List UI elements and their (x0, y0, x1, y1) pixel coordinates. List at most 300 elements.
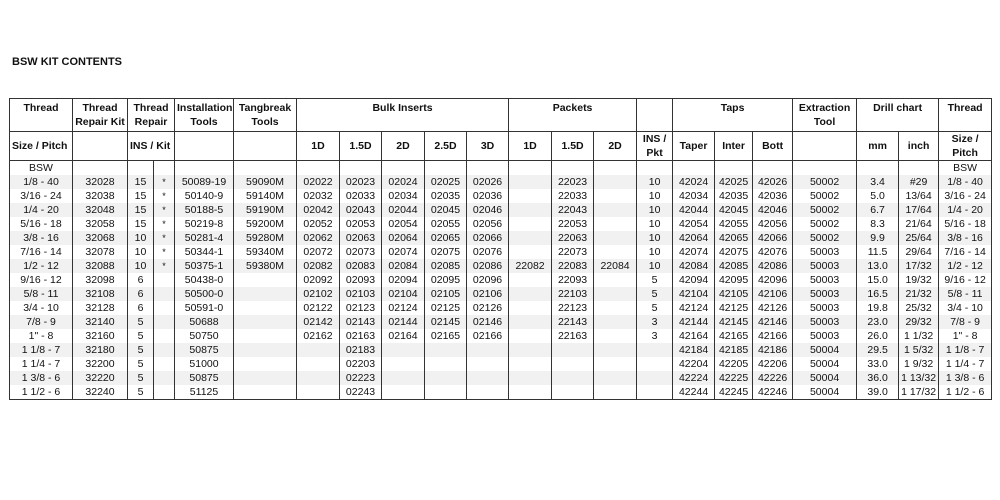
table-cell (154, 385, 175, 400)
table-cell: 42126 (753, 301, 793, 315)
table-cell: * (154, 231, 175, 245)
table-cell (175, 161, 234, 176)
table-row (10, 343, 992, 357)
table-cell: 42094 (673, 273, 715, 287)
table-cell: 32180 (73, 343, 128, 357)
table-cell (594, 273, 637, 287)
table-cell: 5 (128, 357, 154, 371)
table-cell: 5 (637, 301, 673, 315)
table-cell: 22073 (552, 245, 594, 259)
column-sub-header: inch (899, 132, 939, 161)
table-cell: 1/4 - 20 (10, 203, 73, 217)
table-cell: 02203 (340, 357, 382, 371)
table-cell: 22084 (594, 259, 637, 273)
table-cell: 22123 (552, 301, 594, 315)
table-cell: * (154, 217, 175, 231)
table-cell: 59380M (234, 259, 297, 273)
table-cell (234, 315, 297, 329)
table-cell: 02033 (340, 189, 382, 203)
table-cell (594, 231, 637, 245)
table-cell: 02093 (340, 273, 382, 287)
table-cell: 50003 (793, 329, 857, 343)
table-cell (793, 161, 857, 176)
table-cell: 3/8 - 16 (939, 231, 992, 245)
table-cell: 50688 (175, 315, 234, 329)
table-cell: 59140M (234, 189, 297, 203)
table-cell (234, 371, 297, 385)
table-cell (297, 357, 340, 371)
table-cell: 9/16 - 12 (10, 273, 73, 287)
table-cell: 1 3/8 - 6 (939, 371, 992, 385)
table-cell: 22093 (552, 273, 594, 287)
table-cell: 32098 (73, 273, 128, 287)
table-cell (594, 343, 637, 357)
table-cell: 7/16 - 14 (10, 245, 73, 259)
table-cell (297, 161, 340, 176)
table-cell: 1/2 - 12 (939, 259, 992, 273)
table-cell: 02142 (297, 315, 340, 329)
table-cell: 1 1/4 - 7 (10, 357, 73, 371)
table-row (10, 161, 992, 176)
table-cell: 3/16 - 24 (939, 189, 992, 203)
table-cell (297, 371, 340, 385)
table-cell: 1" - 8 (10, 329, 73, 343)
table-cell (382, 385, 425, 400)
table-cell: 22033 (552, 189, 594, 203)
table-cell: 13.0 (857, 259, 899, 273)
table-cell: 02063 (340, 231, 382, 245)
table-cell: 1 9/32 (899, 357, 939, 371)
table-cell: 5 (637, 287, 673, 301)
table-cell: 02064 (382, 231, 425, 245)
table-cell (234, 301, 297, 315)
table-cell: 50188-5 (175, 203, 234, 217)
table-cell: 39.0 (857, 385, 899, 400)
column-group-header: Installation Tools (175, 99, 234, 132)
table-cell: 02076 (467, 245, 509, 259)
table-cell: 15 (128, 175, 154, 189)
column-group-header: Thread Repair (128, 99, 175, 132)
table-cell: 10 (128, 245, 154, 259)
column-sub-header (73, 132, 128, 161)
table-cell: 29/64 (899, 245, 939, 259)
table-cell (425, 371, 467, 385)
table-cell: 50344-1 (175, 245, 234, 259)
table-cell: 42074 (673, 245, 715, 259)
table-cell (128, 161, 154, 176)
column-sub-header: INS / Kit (128, 132, 175, 161)
column-group-header: Taps (673, 99, 793, 132)
table-cell: 1 1/4 - 7 (939, 357, 992, 371)
table-cell: 50002 (793, 175, 857, 189)
table-cell: 02084 (382, 259, 425, 273)
table-cell: 50002 (793, 217, 857, 231)
table-cell: 29/32 (899, 315, 939, 329)
table-cell (899, 161, 939, 176)
table-cell (637, 371, 673, 385)
table-cell (552, 343, 594, 357)
table-cell: 50003 (793, 315, 857, 329)
table-cell (637, 161, 673, 176)
table-cell: 02095 (425, 273, 467, 287)
table-cell: 50750 (175, 329, 234, 343)
column-sub-header: INS / Pkt (637, 132, 673, 161)
table-cell: 32048 (73, 203, 128, 217)
table-cell (154, 161, 175, 176)
table-cell: 3/4 - 10 (939, 301, 992, 315)
table-cell: 42225 (715, 371, 753, 385)
table-cell: 42244 (673, 385, 715, 400)
table-cell: 29.5 (857, 343, 899, 357)
table-cell: 42184 (673, 343, 715, 357)
table-cell (425, 343, 467, 357)
table-cell: 1 1/8 - 7 (939, 343, 992, 357)
column-sub-header: 2D (382, 132, 425, 161)
table-cell: 02073 (340, 245, 382, 259)
table-cell: 32058 (73, 217, 128, 231)
table-cell: 59280M (234, 231, 297, 245)
table-cell: 32200 (73, 357, 128, 371)
table-cell: 50002 (793, 189, 857, 203)
table-row (10, 259, 992, 273)
table-cell: 59090M (234, 175, 297, 189)
table-cell: 50875 (175, 371, 234, 385)
table-cell: 02085 (425, 259, 467, 273)
table-cell: 50003 (793, 259, 857, 273)
table-cell (154, 301, 175, 315)
table-cell: 13/64 (899, 189, 939, 203)
table-cell: 32240 (73, 385, 128, 400)
table-cell: 50002 (793, 203, 857, 217)
table-cell: 1 3/8 - 6 (10, 371, 73, 385)
table-cell (154, 315, 175, 329)
table-cell: 42045 (715, 203, 753, 217)
table-cell (154, 287, 175, 301)
table-cell: 42125 (715, 301, 753, 315)
table-cell (467, 357, 509, 371)
table-cell (234, 343, 297, 357)
table-cell: 9/16 - 12 (939, 273, 992, 287)
table-cell: 42096 (753, 273, 793, 287)
table-cell (509, 343, 552, 357)
table-cell (234, 273, 297, 287)
column-group-header (637, 99, 673, 132)
table-cell (234, 385, 297, 400)
table-cell: 42186 (753, 343, 793, 357)
column-sub-header: 2.5D (425, 132, 467, 161)
table-cell: 50219-8 (175, 217, 234, 231)
table-cell (857, 161, 899, 176)
table-cell: 02094 (382, 273, 425, 287)
table-cell: 50003 (793, 245, 857, 259)
table-cell (509, 329, 552, 343)
table-cell (594, 203, 637, 217)
column-group-header: Thread (10, 99, 73, 132)
table-cell: 19.8 (857, 301, 899, 315)
table-cell: 50003 (793, 301, 857, 315)
table-cell: 42166 (753, 329, 793, 343)
table-cell: 42056 (753, 217, 793, 231)
table-cell: 42064 (673, 231, 715, 245)
table-cell: 50875 (175, 343, 234, 357)
table-cell: 1/8 - 40 (939, 175, 992, 189)
column-sub-header: 1.5D (340, 132, 382, 161)
table-cell: 02074 (382, 245, 425, 259)
column-group-header: Thread Repair Kit (73, 99, 128, 132)
table-cell: 42054 (673, 217, 715, 231)
table-cell: 22143 (552, 315, 594, 329)
table-cell (594, 371, 637, 385)
table-cell (509, 301, 552, 315)
table-cell: 51125 (175, 385, 234, 400)
table-cell (340, 161, 382, 176)
table-cell (673, 161, 715, 176)
table-cell: 42095 (715, 273, 753, 287)
table-cell: 42065 (715, 231, 753, 245)
table-cell: 02123 (340, 301, 382, 315)
table-cell: 02092 (297, 273, 340, 287)
table-cell: 50591-0 (175, 301, 234, 315)
table-cell: 15 (128, 189, 154, 203)
table-cell: 02023 (340, 175, 382, 189)
table-body (10, 161, 992, 400)
table-cell: 3 (637, 329, 673, 343)
table-cell (509, 203, 552, 217)
table-cell (594, 161, 637, 176)
table-cell: 02055 (425, 217, 467, 231)
table-cell: 22053 (552, 217, 594, 231)
table-cell: 50375-1 (175, 259, 234, 273)
table-cell: BSW (10, 161, 73, 176)
table-cell: * (154, 175, 175, 189)
table-cell: 1 1/8 - 7 (10, 343, 73, 357)
table-cell (234, 357, 297, 371)
table-cell (509, 371, 552, 385)
table-cell: 42034 (673, 189, 715, 203)
table-cell (594, 315, 637, 329)
table-cell: 1 17/32 (899, 385, 939, 400)
table-cell: 23.0 (857, 315, 899, 329)
table-cell: 1 1/32 (899, 329, 939, 343)
table-cell: 32140 (73, 315, 128, 329)
table-cell: 10 (637, 217, 673, 231)
table-cell (509, 161, 552, 176)
table-cell: 5/16 - 18 (10, 217, 73, 231)
table-cell: 02162 (297, 329, 340, 343)
column-sub-header (175, 132, 234, 161)
page-title: BSW KIT CONTENTS (12, 56, 122, 68)
table-cell (594, 287, 637, 301)
column-sub-header: 1.5D (552, 132, 594, 161)
table-cell: 5 (637, 273, 673, 287)
table-row (10, 217, 992, 231)
table-cell: 42105 (715, 287, 753, 301)
table-cell: 17/64 (899, 203, 939, 217)
table-cell: 02144 (382, 315, 425, 329)
table-cell: 15 (128, 217, 154, 231)
table-cell: 3 (637, 315, 673, 329)
table-cell: 59190M (234, 203, 297, 217)
table-cell: 02126 (467, 301, 509, 315)
table-cell: 02056 (467, 217, 509, 231)
table-cell: 22082 (509, 259, 552, 273)
table-row (10, 287, 992, 301)
table-cell: 5 (128, 343, 154, 357)
table-cell: 10 (128, 259, 154, 273)
column-group-header: Tangbreak Tools (234, 99, 297, 132)
table-cell (594, 329, 637, 343)
table-cell: 42145 (715, 315, 753, 329)
table-cell: 02103 (340, 287, 382, 301)
table-cell: 42165 (715, 329, 753, 343)
table-cell: 42025 (715, 175, 753, 189)
table-cell: 7/8 - 9 (10, 315, 73, 329)
table-cell: 5/8 - 11 (939, 287, 992, 301)
table-cell: 02024 (382, 175, 425, 189)
table-cell: 50004 (793, 371, 857, 385)
table-cell: 7/16 - 14 (939, 245, 992, 259)
table-cell: 02075 (425, 245, 467, 259)
table-cell: 42036 (753, 189, 793, 203)
table-cell: 32038 (73, 189, 128, 203)
column-group-header: Extraction Tool (793, 99, 857, 132)
table-cell: 10 (637, 231, 673, 245)
table-cell (594, 217, 637, 231)
table-cell: 02036 (467, 189, 509, 203)
column-group-header: Drill chart (857, 99, 939, 132)
table-cell: 1/8 - 40 (10, 175, 73, 189)
table-cell: 42075 (715, 245, 753, 259)
table-cell: 42046 (753, 203, 793, 217)
column-sub-header: mm (857, 132, 899, 161)
table-cell: 32220 (73, 371, 128, 385)
table-cell: 6 (128, 273, 154, 287)
table-row (10, 189, 992, 203)
table-cell: 02034 (382, 189, 425, 203)
kit-contents-table (9, 98, 992, 400)
table-cell (234, 329, 297, 343)
table-cell: 50140-9 (175, 189, 234, 203)
table-cell: #29 (899, 175, 939, 189)
table-cell: 02065 (425, 231, 467, 245)
table-cell (552, 161, 594, 176)
table-cell (594, 175, 637, 189)
table-cell (509, 315, 552, 329)
table-cell (509, 175, 552, 189)
table-cell: 33.0 (857, 357, 899, 371)
table-cell: 42206 (753, 357, 793, 371)
table-cell (594, 189, 637, 203)
table-cell: 02105 (425, 287, 467, 301)
table-cell: 32078 (73, 245, 128, 259)
table-cell: 25/64 (899, 231, 939, 245)
table-cell: 42205 (715, 357, 753, 371)
table-cell (154, 329, 175, 343)
table-cell: 42035 (715, 189, 753, 203)
table-cell: 42104 (673, 287, 715, 301)
table-cell: 02164 (382, 329, 425, 343)
table-row (10, 231, 992, 245)
column-sub-header (793, 132, 857, 161)
table-cell: 02223 (340, 371, 382, 385)
table-cell (154, 273, 175, 287)
table-cell (382, 357, 425, 371)
table-cell: 42086 (753, 259, 793, 273)
table-cell: 42024 (673, 175, 715, 189)
table-cell: 10 (637, 189, 673, 203)
column-sub-header: Size / Pitch (10, 132, 73, 161)
table-cell: 3/4 - 10 (10, 301, 73, 315)
table-cell (552, 357, 594, 371)
table-cell: 42204 (673, 357, 715, 371)
table-cell: 22163 (552, 329, 594, 343)
table-cell: 42226 (753, 371, 793, 385)
table-cell: 21/32 (899, 287, 939, 301)
table-cell: 9.9 (857, 231, 899, 245)
table-cell: 02243 (340, 385, 382, 400)
sub-header-row (10, 132, 992, 161)
table-cell (637, 357, 673, 371)
column-group-header: Packets (509, 99, 637, 132)
table-cell: 02124 (382, 301, 425, 315)
table-cell: 32160 (73, 329, 128, 343)
table-cell: 42085 (715, 259, 753, 273)
table-cell: 02086 (467, 259, 509, 273)
table-row (10, 371, 992, 385)
table-cell: 02096 (467, 273, 509, 287)
table-cell: 25/32 (899, 301, 939, 315)
table-row (10, 203, 992, 217)
table-cell: 32088 (73, 259, 128, 273)
table-cell: 02163 (340, 329, 382, 343)
table-cell: 1 1/2 - 6 (939, 385, 992, 400)
table-row (10, 329, 992, 343)
table-cell (594, 301, 637, 315)
table-cell: 42055 (715, 217, 753, 231)
table-cell: 22063 (552, 231, 594, 245)
table-cell (425, 385, 467, 400)
table-cell (467, 371, 509, 385)
table-cell (73, 161, 128, 176)
table-row (10, 245, 992, 259)
table-cell: 42066 (753, 231, 793, 245)
table-cell: 50438-0 (175, 273, 234, 287)
table-cell: 10 (637, 259, 673, 273)
table-cell: 6 (128, 301, 154, 315)
table-cell (382, 161, 425, 176)
table-cell: 10 (637, 203, 673, 217)
column-group-header: Thread (939, 99, 992, 132)
table-cell: 26.0 (857, 329, 899, 343)
table-cell (509, 287, 552, 301)
table-cell (154, 343, 175, 357)
table-cell (509, 245, 552, 259)
table-cell: 02025 (425, 175, 467, 189)
table-cell: 50004 (793, 343, 857, 357)
table-cell: 02032 (297, 189, 340, 203)
table-cell: 32028 (73, 175, 128, 189)
table-cell: 02046 (467, 203, 509, 217)
column-sub-header: Inter (715, 132, 753, 161)
table-cell: 02022 (297, 175, 340, 189)
table-cell: 50004 (793, 385, 857, 400)
table-cell: 02043 (340, 203, 382, 217)
table-cell: 16.5 (857, 287, 899, 301)
table-cell: 36.0 (857, 371, 899, 385)
table-cell: 10 (637, 175, 673, 189)
table-cell: 1/2 - 12 (10, 259, 73, 273)
table-cell: 5.0 (857, 189, 899, 203)
